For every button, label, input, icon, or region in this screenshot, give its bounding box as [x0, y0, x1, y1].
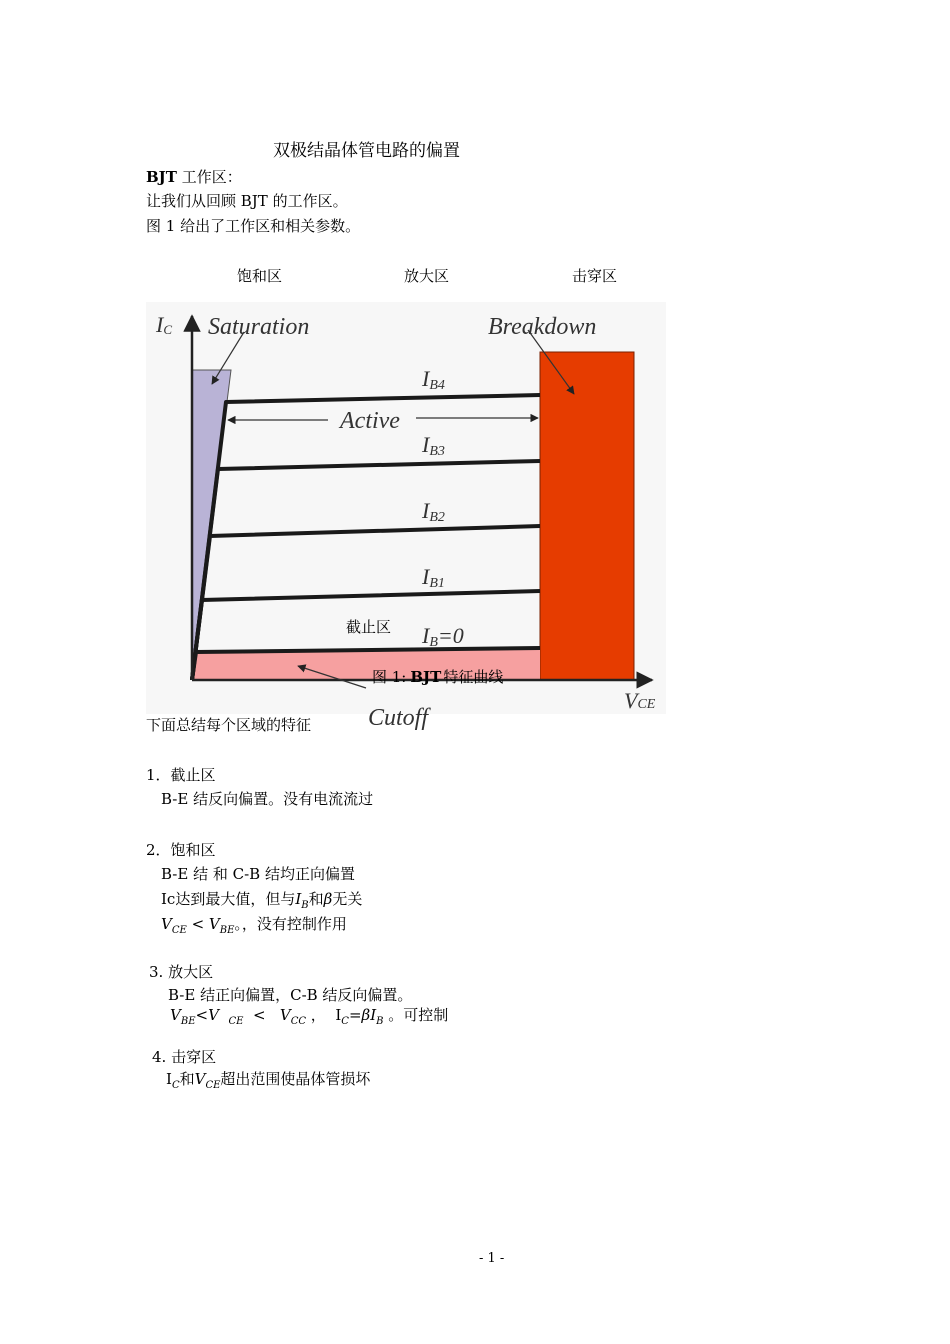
label-breakdown: 击穿区 [572, 267, 618, 285]
section-2-line-3: $V_{CE} < V_{BE}$。，没有控制作用 [161, 915, 347, 936]
section-2-line-2: Ic达到最大值，但与$I_B$和β无关 [161, 890, 363, 911]
section-3-formula: $V_{BE}<V$ $_{CE}$ < $V_{CC}$ ， $I_C=\beta I_B$ 。可控制 [170, 1006, 449, 1027]
active-text: Active [340, 408, 400, 434]
figure-caption: 图 1: BJT 特征曲线 [372, 668, 504, 686]
cutoff-cn-label: 截止区 [346, 618, 392, 636]
heading-bold: BJT [146, 168, 177, 186]
section-2-heading: 2．饱和区 [146, 841, 216, 859]
section-2-line-1: B-E 结 和 C-B 结均正向偏置 [161, 865, 355, 883]
intro-line-1: 让我们从回顾 BJT 的工作区。 [146, 192, 348, 210]
x-axis-label: VCE [624, 688, 656, 713]
ib1-label: IB1 [422, 564, 445, 591]
breakdown-region [540, 352, 634, 680]
section-4-heading: 4. 击穿区 [152, 1048, 217, 1066]
section-3-line-1: B-E 结正向偏置，C-B 结反向偏置。 [168, 986, 413, 1004]
section-1-line: B-E 结反向偏置。没有电流流过 [161, 790, 374, 808]
breakdown-text: Breakdown [488, 314, 597, 340]
intro-line-2: 图 1 给出了工作区和相关参数。 [146, 217, 361, 235]
page-title: 双极结晶体管电路的偏置 [273, 141, 460, 161]
section-heading [146, 170, 242, 185]
section-4-line: $I_C$和$V_{CE}$超出范围使晶体管损坏 [166, 1070, 371, 1091]
label-saturation: 饱和区 [237, 267, 283, 285]
label-active: 放大区 [404, 267, 450, 285]
section-1-heading: 1．截止区 [146, 766, 216, 784]
summary-intro: 下面总结每个区域的特征 [146, 716, 312, 734]
ib3-label: IB3 [422, 432, 445, 459]
ib0-label: IB=0 [422, 623, 464, 650]
cutoff-text: Cutoff [368, 705, 429, 731]
y-axis-label: IC [156, 312, 172, 337]
heading-rest: 工作区： [176, 168, 242, 186]
saturation-text: Saturation [208, 314, 310, 340]
page-number: - 1 - [479, 1251, 505, 1266]
section-3-heading: 3. 放大区 [149, 963, 214, 981]
ib4-label: IB4 [422, 366, 445, 393]
ib2-label: IB2 [422, 498, 445, 525]
